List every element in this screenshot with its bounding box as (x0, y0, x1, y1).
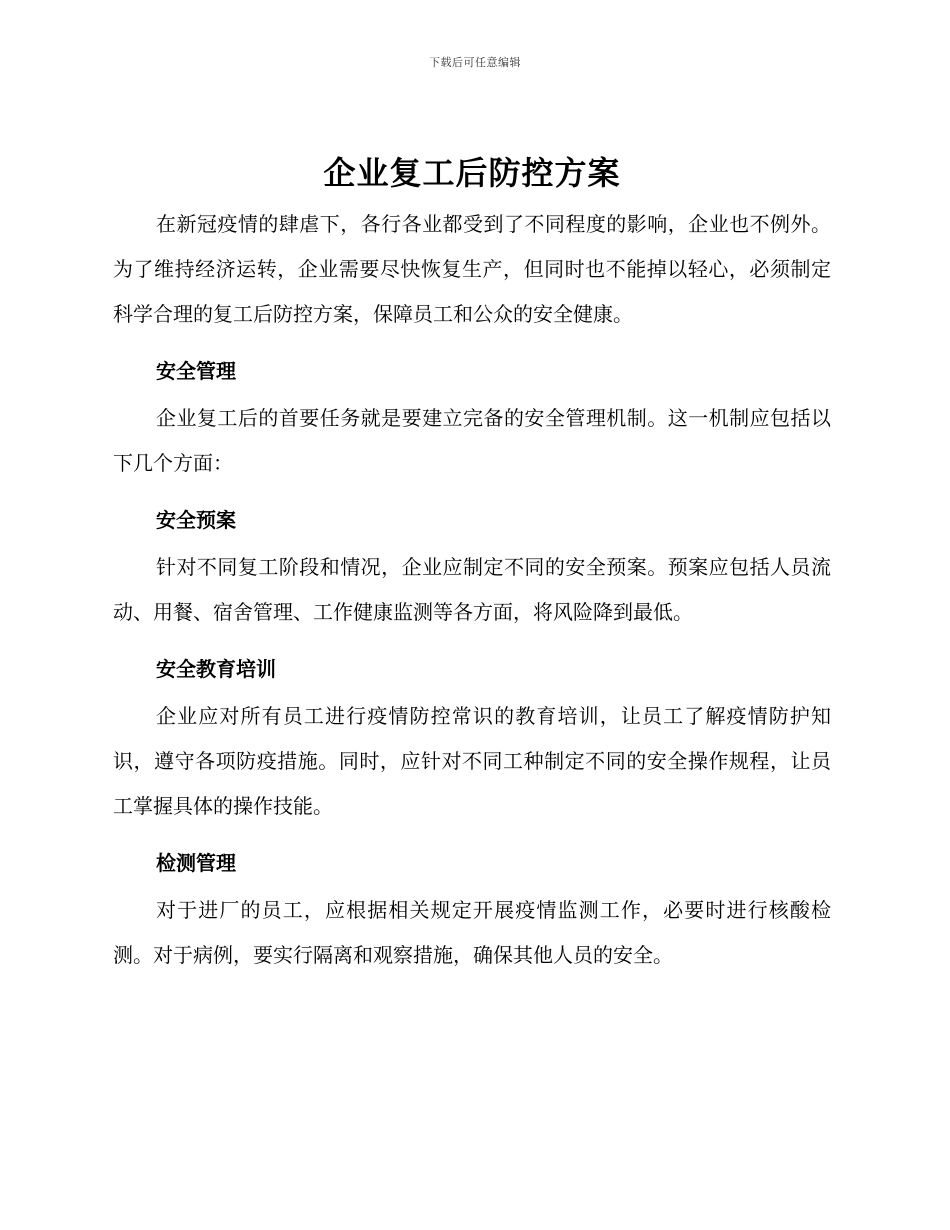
section-testing-management (113, 841, 831, 978)
section-paragraph: 企业应对所有员工进行疫情防控常识的教育培训，让员工了解疫情防护知识，遵守各项防疫措施。同时，应针对不同工种制定不同的安全操作规程，让员工掌握具体的操作技能。 (113, 704, 831, 818)
section-paragraph: 企业复工后的首要任务就是要建立完备的安全管理机制。这一机制应包括以下几个方面： (113, 406, 831, 475)
document-body (113, 150, 831, 978)
intro-paragraph: 在新冠疫情的肆虐下，各行各业都受到了不同程度的影响，企业也不例外。为了维持经济运转，企业需要尽快恢复生产，但同时也不能掉以轻心，必须制定科学合理的复工后防控方案，保障员工和公众的安全健康。 (113, 212, 831, 326)
document-title: 企业复工后防控方案 (323, 154, 621, 192)
section-heading: 检测管理 (156, 851, 236, 875)
section-safety-management (113, 349, 831, 486)
section-paragraph: 针对不同复工阶段和情况，企业应制定不同的安全预案。预案应包括人员流动、用餐、宿舍管理、工作健康监测等各方面，将风险降到最低。 (113, 555, 831, 624)
header-note: 下载后可任意编辑 (429, 56, 521, 69)
section-safety-plan (113, 498, 831, 635)
section-safety-training (113, 647, 831, 829)
section-heading: 安全预案 (156, 508, 236, 532)
section-heading: 安全教育培训 (156, 657, 276, 681)
section-paragraph: 对于进厂的员工，应根据相关规定开展疫情监测工作，必要时进行核酸检测。对于病例，要实行隔离和观察措施，确保其他人员的安全。 (113, 898, 831, 967)
section-heading: 安全管理 (156, 359, 236, 383)
